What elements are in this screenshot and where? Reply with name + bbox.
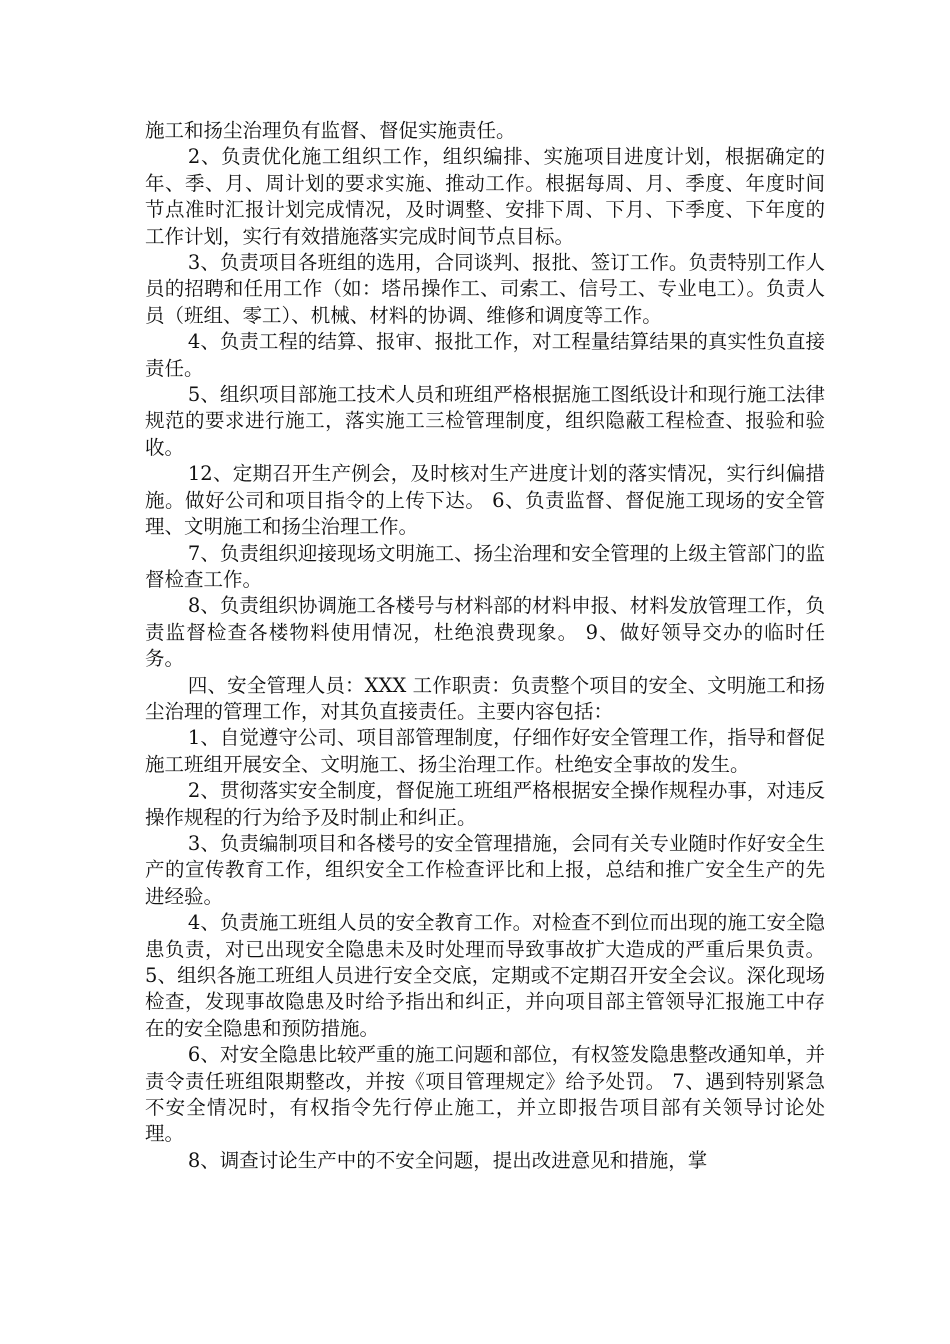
- paragraph-4: 5、组织项目部施工技术人员和班组严格根据施工图纸设计和现行施工法律规范的要求进行施工，落实施工三检管理制度，组织隐蔽工程检查、报验和验收。: [145, 383, 825, 459]
- paragraph-0: 施工和扬尘治理负有监督、督促实施责任。: [145, 119, 516, 142]
- paragraph-12: 4、负责施工班组人员的安全教育工作。对检查不到位而出现的施工安全隐患负责，对已出现安全隐患未及时处理而导致事故扩大造成的严重后果负责。 5、组织各施工班组人员进行安全交底，定期或不定期召开安全会议。深化现场检查，发现事故隐患及时给予指出和纠正，并向项目部主管领导汇报施工中存在的安全隐患和预防措施。: [145, 911, 825, 1040]
- paragraph-2: 3、负责项目各班组的选用，合同谈判、报批、签订工作。负责特别工作人员的招聘和任用工作（如：塔吊操作工、司索工、信号工、专业电工）。负责人员（班组、零工）、机械、材料的协调、维修和调度等工作。: [145, 251, 825, 327]
- paragraph-5: 12、定期召开生产例会，及时核对生产进度计划的落实情况，实行纠偏措施。做好公司和项目指令的上传下达。 6、负责监督、督促施工现场的安全管理、文明施工和扬尘治理工作。: [145, 462, 825, 539]
- paragraph-6: 7、负责组织迎接现场文明施工、扬尘治理和安全管理的上级主管部门的监督检查工作。: [145, 541, 825, 591]
- paragraph-3: 4、负责工程的结算、报审、报批工作，对工程量结算结果的真实性负直接责任。: [145, 330, 825, 380]
- paragraph-9: 1、自觉遵守公司、项目部管理制度，仔细作好安全管理工作，指导和督促施工班组开展安全、文明施工、扬尘治理工作。杜绝安全事故的发生。: [145, 726, 825, 776]
- document-page: [145, 118, 825, 1174]
- paragraph-7: 8、负责组织协调施工各楼号与材料部的材料申报、材料发放管理工作，负责监督检查各楼物料使用情况，杜绝浪费现象。 9、做好领导交办的临时任务。: [145, 594, 825, 671]
- paragraph-8: 四、安全管理人员：XXX 工作职责：负责整个项目的安全、文明施工和扬尘治理的管理工作，对其负直接责任。主要内容包括：: [145, 673, 825, 723]
- paragraph-14: 8、调查讨论生产中的不安全问题，提出改进意见和措施，掌: [187, 1148, 708, 1172]
- paragraph-10: 2、贯彻落实安全制度，督促施工班组严格根据安全操作规程办事，对违反操作规程的行为给予及时制止和纠正。: [145, 779, 825, 829]
- paragraph-13: 6、对安全隐患比较严重的施工问题和部位，有权签发隐患整改通知单，并责令责任班组限期整改，并按《项目管理规定》给予处罚。 7、遇到特别紧急不安全情况时，有权指令先行停止施工，并立即报告项目部有关领导讨论处理。: [145, 1043, 825, 1146]
- paragraph-11: 3、负责编制项目和各楼号的安全管理措施，会同有关专业随时作好安全生产的宣传教育工作，组织安全工作检查评比和上报，总结和推广安全生产的先进经验。: [145, 831, 825, 908]
- paragraph-1: 2、负责优化施工组织工作，组织编排、实施项目进度计划，根据确定的年、季、月、周计划的要求实施、推动工作。根据每周、月、季度、年度时间节点准时汇报计划完成情况，及时调整、安排下周、下月、下季度、下年度的工作计划，实行有效措施落实完成时间节点目标。: [145, 145, 825, 248]
